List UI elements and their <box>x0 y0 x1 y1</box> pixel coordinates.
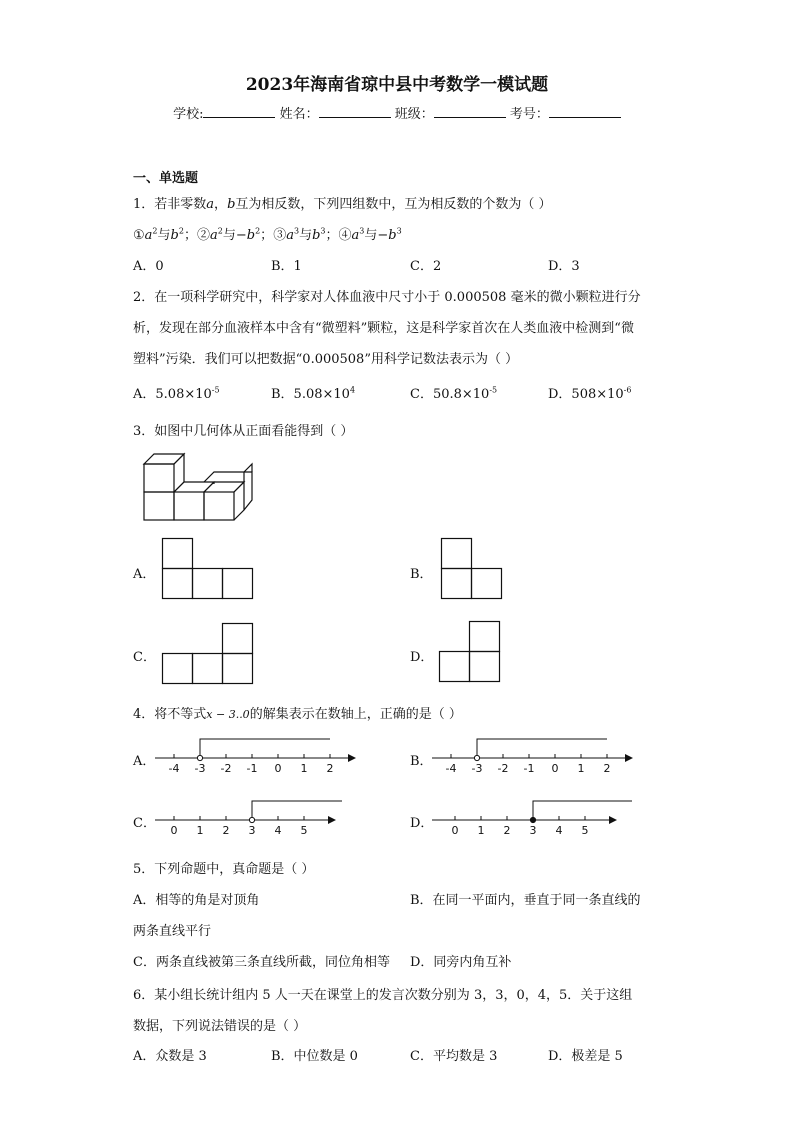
school-blank[interactable] <box>203 105 275 118</box>
q3-option-d[interactable]: D． <box>410 650 434 665</box>
c2-exp: 2 <box>217 226 223 236</box>
c3-base: a <box>286 228 294 243</box>
tick-label: 0 <box>170 824 178 837</box>
q4-option-c-number-line <box>155 797 355 842</box>
closed-point <box>530 817 535 822</box>
tick-label: 0 <box>274 762 282 775</box>
q3-option-c[interactable]: C． <box>133 650 156 665</box>
open-point <box>474 755 479 760</box>
c2-exp2: 2 <box>255 226 261 236</box>
q2-b-label: B．5.08×10 <box>271 387 350 402</box>
q4-option-a[interactable]: A． <box>133 754 156 769</box>
q5-option-c[interactable]: C．两条直线被第三条直线所截，同位角相等 <box>133 955 390 970</box>
q2-b-exp: 4 <box>349 385 356 395</box>
c3-exp2: 3 <box>320 226 326 236</box>
q4-option-d[interactable]: D． <box>410 816 434 831</box>
c1-exp: 2 <box>152 226 158 236</box>
q3-option-b[interactable]: B． <box>410 567 433 582</box>
q4-inequality: x − 3..0 <box>206 708 250 721</box>
q3-option-c-figure <box>162 623 254 685</box>
tick-label: 0 <box>451 824 459 837</box>
q2-a-exp: -5 <box>211 385 220 395</box>
q6-option-c[interactable]: C．平均数是 3 <box>410 1049 498 1064</box>
name-label: 姓名： <box>279 107 319 122</box>
tick-label: 2 <box>603 762 611 775</box>
tick-label: 1 <box>300 762 308 775</box>
q5-option-a[interactable]: A．相等的角是对顶角 <box>133 893 260 908</box>
q5-option-d[interactable]: D．同旁内角互补 <box>410 955 512 970</box>
c1-exp2: 2 <box>178 226 184 236</box>
tick-label: 0 <box>551 762 559 775</box>
q4-option-c[interactable]: C． <box>133 816 156 831</box>
c2-end: ； <box>260 228 274 243</box>
tick-label: 3 <box>529 824 537 837</box>
c2-mid: 与 <box>222 228 236 243</box>
choice-1-marker: ① <box>133 228 145 243</box>
name-blank[interactable] <box>319 105 391 118</box>
q4-option-b-number-line <box>432 735 642 780</box>
c4-mid: 与 <box>364 228 378 243</box>
tick-label: 1 <box>196 824 204 837</box>
school-label: 学校: <box>173 107 204 122</box>
q4-stem <box>133 703 462 722</box>
exam-number-blank[interactable] <box>549 105 621 118</box>
question-1-stem <box>133 193 552 212</box>
q2-d-label: D．508×10 <box>548 387 624 402</box>
solution-bracket <box>533 801 632 820</box>
q6-option-b[interactable]: B．中位数是 0 <box>271 1049 358 1064</box>
c1-end: ； <box>183 228 197 243</box>
q2-line-3: 塑料”污染．我们可以把数据“0.000508”用科学记数法表示为（ ） <box>133 352 519 367</box>
q1-option-c[interactable]: C．2 <box>410 259 442 274</box>
tick-label: -1 <box>246 762 258 775</box>
c3-end: ； <box>325 228 339 243</box>
tick-label: 2 <box>503 824 511 837</box>
tick-label: -1 <box>523 762 535 775</box>
q4-stem-end: 的解集表示在数轴上，正确的是（ ） <box>249 707 462 722</box>
tick-label: 2 <box>222 824 230 837</box>
q3-option-d-figure <box>439 621 501 683</box>
solution-bracket <box>200 739 330 758</box>
tick-label: 1 <box>577 762 585 775</box>
q2-c-label: C．50.8×10 <box>410 387 490 402</box>
q3-option-a-figure <box>162 538 254 600</box>
c1-base2: b <box>170 228 179 243</box>
tick-label: 5 <box>300 824 308 837</box>
open-point <box>197 755 202 760</box>
q4-stem-start: 4．将不等式 <box>133 707 207 722</box>
axis-arrow <box>328 816 336 824</box>
q2-line-1: 2．在一项科学研究中，科学家对人体血液中尺寸小于 0.000508 毫米的微小颗粒进行分 <box>133 290 641 305</box>
c3-base2: b <box>312 228 321 243</box>
q3-solid-figure <box>140 450 260 522</box>
q4-option-a-number-line <box>155 735 365 780</box>
c2-base2: −b <box>235 228 256 243</box>
c4-base: a <box>351 228 360 243</box>
q1-option-a[interactable]: A．0 <box>133 259 164 274</box>
q2-c-exp: -5 <box>489 385 498 395</box>
tick-label: 3 <box>248 824 256 837</box>
tick-label: 5 <box>581 824 589 837</box>
q2-option-c[interactable] <box>410 383 497 402</box>
c3-mid: 与 <box>299 228 313 243</box>
q6-option-a[interactable]: A．众数是 3 <box>133 1049 207 1064</box>
question-1-choices <box>133 224 402 243</box>
open-point <box>249 817 254 822</box>
q1-option-d[interactable]: D．3 <box>548 259 580 274</box>
q2-d-exp: -6 <box>623 385 632 395</box>
q5-stem: 5．下列命题中，真命题是（ ） <box>133 862 315 877</box>
c1-mid: 与 <box>157 228 171 243</box>
page-title: 2023年海南省琼中县中考数学一模试题 <box>245 75 549 95</box>
tick-label: 1 <box>477 824 485 837</box>
q6-line-2: 数据，下列说法错误的是（ ） <box>133 1019 307 1034</box>
choice-2-marker: ② <box>196 228 210 243</box>
tick-label: -3 <box>471 762 483 775</box>
q5-option-b-continued: 两条直线平行 <box>133 924 212 939</box>
q1-var-b: b <box>227 197 236 212</box>
q1-option-b[interactable]: B．1 <box>271 259 302 274</box>
q5-option-b[interactable]: B．在同一平面内，垂直于同一条直线的 <box>410 893 641 908</box>
axis-arrow <box>625 754 633 762</box>
axis-arrow <box>609 816 617 824</box>
q3-option-a[interactable]: A． <box>133 567 156 582</box>
q3-option-b-figure <box>441 538 503 600</box>
choice-4-marker: ④ <box>338 228 352 243</box>
q6-line-1: 6．某小组长统计组内 5 人一天在课堂上的发言次数分别为 3，3，0，4，5．关于这组 <box>133 988 633 1003</box>
q1-stem-start: 1．若非零数 <box>133 197 207 212</box>
tick-label: -4 <box>445 762 457 775</box>
class-blank[interactable] <box>434 105 506 118</box>
q1-stem-end: 互为相反数，下列四组数中，互为相反数的个数为（ ） <box>235 197 552 212</box>
q2-option-d[interactable] <box>548 383 631 402</box>
solution-bracket <box>477 739 607 758</box>
q6-option-d[interactable]: D．极差是 5 <box>548 1049 623 1064</box>
q2-option-b[interactable] <box>271 383 355 402</box>
c4-base2: −b <box>377 228 397 243</box>
c2-base: a <box>209 228 218 243</box>
class-label: 班级： <box>394 107 434 122</box>
q4-option-b[interactable]: B． <box>410 754 433 769</box>
q2-option-a[interactable] <box>133 383 220 402</box>
q3-stem: 3．如图中几何体从正面看能得到（ ） <box>133 424 354 439</box>
q2-a-label: A．5.08×10 <box>133 387 212 402</box>
c3-exp: 3 <box>293 226 300 236</box>
c4-exp2: 3 <box>396 226 402 236</box>
exam-number-label: 考号： <box>509 107 549 122</box>
section-heading: 一、单选题 <box>133 171 199 186</box>
tick-label: -3 <box>194 762 206 775</box>
student-info-line <box>0 103 794 122</box>
tick-label: -4 <box>168 762 180 775</box>
tick-label: 2 <box>326 762 334 775</box>
q1-sep: ， <box>214 197 228 212</box>
tick-label: -2 <box>497 762 509 775</box>
c1-base: a <box>144 228 153 243</box>
q4-option-d-number-line <box>432 797 642 842</box>
tick-label: 4 <box>274 824 282 837</box>
c4-exp: 3 <box>359 226 365 236</box>
tick-label: -2 <box>220 762 232 775</box>
tick-label: 4 <box>555 824 563 837</box>
axis-arrow <box>348 754 356 762</box>
q1-var-a: a <box>206 197 215 212</box>
choice-3-marker: ③ <box>273 228 287 243</box>
q2-line-2: 析，发现在部分血液样本中含有“微塑料”颗粒，这是科学家首次在人类血液中检测到“微 <box>133 321 634 336</box>
